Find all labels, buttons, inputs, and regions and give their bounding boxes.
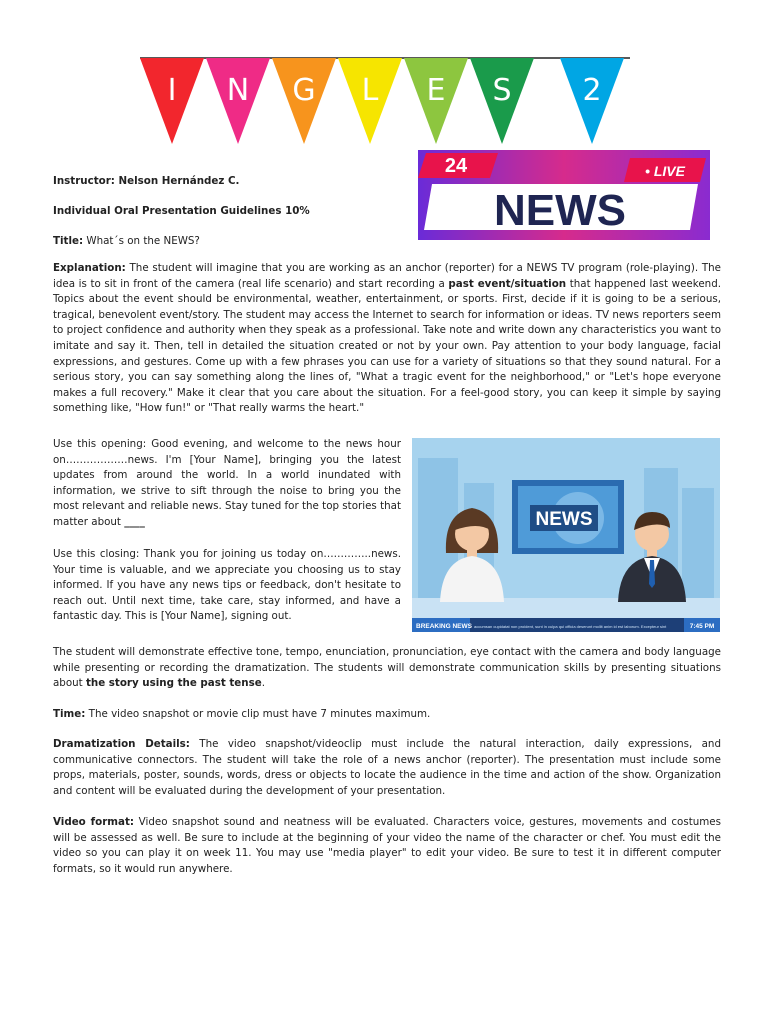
explanation-label: Explanation: <box>53 262 126 274</box>
video-format-label: Video format: <box>53 816 135 828</box>
dramatization-label: Dramatization Details: <box>53 738 190 750</box>
pennant-letter: N <box>226 73 250 108</box>
explanation-bold: past event/situation <box>448 277 567 290</box>
ticker-time: 7:45 PM <box>689 623 715 630</box>
opening-blank: ____ <box>124 515 145 528</box>
time-text: The video snapshot or movie clip must have 7 minutes maximum. <box>85 708 431 720</box>
pennant-letter: E <box>426 73 446 108</box>
opening-paragraph <box>53 437 401 531</box>
pennant-letter: S <box>492 73 512 108</box>
guidelines-label: Individual Oral Presentation Guidelines 10% <box>53 205 310 217</box>
demonstrate-text-2: . <box>261 677 265 690</box>
instructor-label: Instructor: Nelson Hernández C. <box>53 175 240 187</box>
news-number: 24 <box>444 155 468 177</box>
explanation-paragraph <box>53 261 721 417</box>
dramatization-paragraph <box>53 737 721 799</box>
news-logo-image <box>418 150 710 240</box>
pennant-letter: I <box>167 73 177 108</box>
pennant-letter: G <box>292 73 316 108</box>
opening-text: Use this opening: Good evening, and welcome to the news hour on………………news. I'm [Your Name], bringing you the latest updates from around the world. In a world inundated with information, we strive to sift through the noise to bring you the most relevant and reliable news. Stay tuned for the top stories that matter about <box>53 438 401 528</box>
pennant-letter: 2 <box>582 73 602 108</box>
time-paragraph <box>53 707 721 723</box>
news-studio-illustration <box>412 438 720 632</box>
demonstrate-text-1: The student will demonstrate effective tone, tempo, enunciation, pronunciation, eye contact with the camera and body language while presenting or recording the dramatization. The students will demonstrate communication skills by presenting situations about <box>53 646 721 690</box>
time-label: Time: <box>53 708 86 720</box>
title-value: What´s on the NEWS? <box>83 235 200 247</box>
explanation-text-2: that happened last weekend. Topics about the event should be environmental, weather, entertainment, or sports. First, decide if it is going to be a serious, tragical, benevolent event/story. The student may access the Internet to search for information or ideas. TV news reporters seem to project confidence and authority when they speak as a professional. Take note and write down any characteristics you want to imitate and say it. Then, tell in detailed the situation created or not by your own. Pay attention to your body language, facial expressions, and gestures. Come up with a few phrases you can use for a variety of situations so that they sound natural. For a serious story, you can say something along the lines of, "What a tragic event for the neighborhood," or "Let's hope everyone makes a full recovery." Make it clear that you care about the situation. For a feel-good story, you can keep it simple by saying something like, "How fun!" or "That really warms the heart." <box>53 277 722 415</box>
closing-paragraph <box>53 547 401 625</box>
demonstrate-bold: the story using the past tense <box>85 677 262 690</box>
news-word: NEWS <box>494 186 626 235</box>
screen-news-text: NEWS <box>535 509 593 530</box>
pennant-letter: L <box>361 73 379 108</box>
live-label: • LIVE <box>645 163 685 179</box>
pennant-banner-graphic <box>140 52 630 152</box>
closing-text: Use this closing: Thank you for joining us today on…………..news. Your time is valuable, and we appreciate you choosing us to stay informed. If you have any news tips or feedback, don't hesitate to reach out. Until next time, take care, stay informed, and have a fantastic day. This is [Your Name], signing out. <box>53 548 401 623</box>
title-label: Title: <box>53 235 84 247</box>
ingles-2-banner <box>140 52 630 152</box>
video-format-text: Video snapshot sound and neatness will be evaluated. Characters voice, gestures, movements and costumes will be assessed as well. Be sure to include at the beginning of your video the name of the character or chef. You must edit the video so you can play it on week 11. You may use "media player" to edit your video. Be sure to test it in different computer formats, so it would run anywhere. <box>53 816 721 875</box>
ticker-text: accumsan cupidatat non proident, sunt in culpa qui officia deserunt mollit anim id est laborum. Excepteur sint <box>474 624 667 629</box>
breaking-news-label: BREAKING NEWS <box>416 623 472 630</box>
explanation-text-1: The student will imagine that you are working as an anchor (reporter) for a NEWS TV program (role-playing). The idea is to sit in front of the camera (real life scenario) and start recording a <box>53 262 721 290</box>
dramatization-text: The video snapshot/videoclip must include the natural interaction, daily expressions, and communicative connectors. The student will take the role of a news anchor (reporter). The presentation must include some props, materials, poster, sounds, words, dress or objects to locate the audience in the time and action of the show. Organization and content will be evaluated during the development of your presentation. <box>53 738 721 797</box>
header-block <box>53 175 403 265</box>
video-format-paragraph <box>53 815 721 877</box>
demonstrate-paragraph <box>53 645 721 692</box>
